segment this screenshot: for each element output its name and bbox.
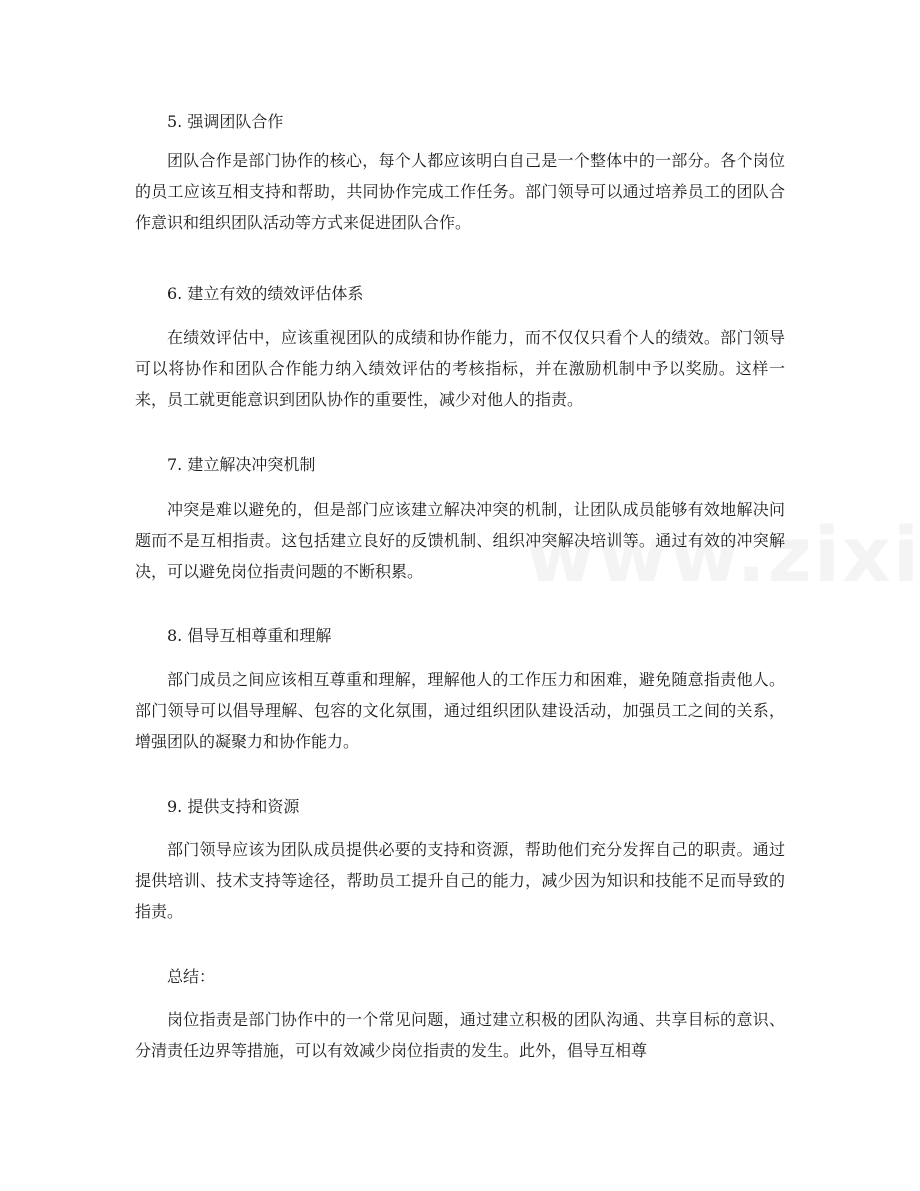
summary-body: 岗位指责是部门协作中的一个常见问题，通过建立积极的团队沟通、共享目标的意识、分清责任边界等措施，可以有效减少岗位指责的发生。此外，倡导互相尊 bbox=[135, 1010, 785, 1060]
section-heading-9: 9. 提供支持和资源 bbox=[167, 797, 300, 816]
section-body-8: 部门成员之间应该相互尊重和理解，理解他人的工作压力和困难，避免随意指责他人。部门领导可以倡导理解、包容的文化氛围，通过组织团队建设活动，加强员工之间的关系，增强团队的凝聚力和协作能力。 bbox=[135, 670, 785, 751]
section-heading-7: 7. 建立解决冲突机制 bbox=[167, 455, 316, 474]
section-heading-8: 8. 倡导互相尊重和理解 bbox=[167, 626, 332, 645]
section-body-6: 在绩效评估中，应该重视团队的成绩和协作能力，而不仅仅只看个人的绩效。部门领导可以将协作和团队合作能力纳入绩效评估的考核指标，并在激励机制中予以奖励。这样一来，员工就更能意识到团队协作的重要性，减少对他人的指责。 bbox=[135, 328, 785, 409]
summary-heading: 总结： bbox=[167, 967, 216, 986]
section-body-9: 部门领导应该为团队成员提供必要的支持和资源，帮助他们充分发挥自己的职责。通过提供培训、技术支持等途径，帮助员工提升自己的能力，减少因为知识和技能不足而导致的指责。 bbox=[135, 840, 785, 921]
section-body-5: 团队合作是部门协作的核心，每个人都应该明白自己是一个整体中的一部分。各个岗位的员工应该互相支持和帮助，共同协作完成工作任务。部门领导可以通过培养员工的团队合作意识和组织团队活动等方式来促进团队合作。 bbox=[135, 151, 785, 232]
section-heading-5: 5. 强调团队合作 bbox=[167, 112, 284, 131]
section-body-7: 冲突是难以避免的，但是部门应该建立解决冲突的机制，让团队成员能够有效地解决问题而不是互相指责。这包括建立良好的反馈机制、组织冲突解决培训等。通过有效的冲突解决，可以避免岗位指责问题的不断积累。 bbox=[135, 500, 785, 581]
section-heading-6: 6. 建立有效的绩效评估体系 bbox=[167, 284, 364, 303]
